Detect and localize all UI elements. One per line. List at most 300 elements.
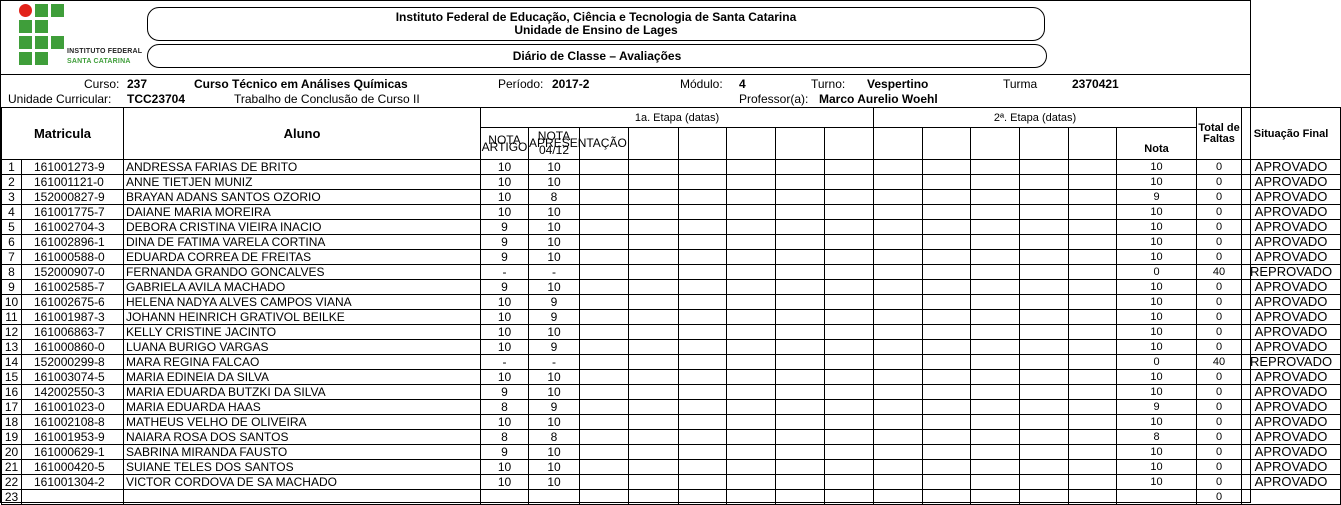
empty-cell [923,235,971,250]
logo-square [35,36,48,49]
empty-cell [1020,295,1069,310]
empty-cell [923,175,971,190]
nota-artigo-cell: 10 [481,460,529,475]
professor-name: Marco Aurelio Woehl [819,92,938,106]
row-number-cell: 1 [2,160,22,175]
empty-cell [629,355,679,370]
empty-cell [580,385,629,400]
modulo-value: 4 [739,77,746,91]
faltas-cell: 0 [1197,460,1242,475]
faltas-cell: 0 [1197,490,1242,505]
empty-cell [629,190,679,205]
nota-cell: 10 [1117,340,1197,355]
aluno-cell: ANNE TIETJEN MUNIZ [124,175,481,190]
empty-cell [727,220,776,235]
aluno-cell: SABRINA MIRANDA FAUSTO [124,445,481,460]
empty-cell [971,250,1020,265]
institute-logo [19,4,69,72]
nota-artigo-cell: 10 [481,475,529,490]
empty-cell [971,310,1020,325]
empty-cell [727,370,776,385]
empty-cell [776,415,825,430]
table-row [2,400,1341,415]
empty-cell [825,460,874,475]
matricula-cell: 161000420-5 [22,460,124,475]
nota-apresentacao-cell: 10 [529,220,580,235]
empty-cell [727,385,776,400]
table-row [2,355,1341,370]
nota-artigo-cell: 9 [481,250,529,265]
empty-cell [874,340,923,355]
matricula-cell: 161002108-8 [22,415,124,430]
nota-apresentacao-cell: 10 [529,370,580,385]
nota-artigo-cell: 9 [481,235,529,250]
empty-cell [629,340,679,355]
empty-cell [1020,250,1069,265]
empty-cell [679,175,727,190]
matricula-cell: 161000860-0 [22,340,124,355]
table-row [2,295,1341,310]
table-row [2,460,1341,475]
row-number-cell: 6 [2,235,22,250]
nota-apresentacao-cell: 9 [529,310,580,325]
empty-cell [629,220,679,235]
table-row [2,175,1341,190]
empty-cell [727,190,776,205]
aluno-cell: DINA DE FATIMA VARELA CORTINA [124,235,481,250]
empty-cell [776,460,825,475]
empty-cell [580,175,629,190]
aluno-cell: FERNANDA GRANDO GONCALVES [124,265,481,280]
empty-cell [580,400,629,415]
empty-cell [1069,355,1117,370]
nota-apresentacao-cell: - [529,265,580,280]
empty-cell [580,340,629,355]
situacao-cell [1242,490,1341,505]
empty-cell [1069,490,1117,505]
empty-cell [1069,415,1117,430]
empty-cell [1069,370,1117,385]
empty-cell [776,235,825,250]
empty-cell [874,475,923,490]
empty-cell [1069,325,1117,340]
empty-cell [923,415,971,430]
nota-cell: 10 [1117,205,1197,220]
aluno-cell: DEBORA CRISTINA VIEIRA INACIO [124,220,481,235]
empty-cell [923,325,971,340]
document-title: Diário de Classe – Avaliações [512,49,682,63]
empty-cell [629,160,679,175]
aluno-cell: ANDRESSA FARIAS DE BRITO [124,160,481,175]
row-number-cell: 7 [2,250,22,265]
empty-cell [971,160,1020,175]
empty-cell [776,355,825,370]
faltas-cell: 0 [1197,205,1242,220]
empty-cell [1069,220,1117,235]
faltas-cell: 40 [1197,355,1242,370]
empty-cell [1020,310,1069,325]
faltas-cell: 0 [1197,220,1242,235]
empty-cell [874,250,923,265]
matricula-cell: 161001273-9 [22,160,124,175]
empty-cell [923,430,971,445]
faltas-cell: 0 [1197,175,1242,190]
empty-cell [727,460,776,475]
nota-artigo-cell: 8 [481,400,529,415]
row-number-cell: 3 [2,190,22,205]
empty-cell [923,220,971,235]
logo-text-state: SANTA CATARINA [67,58,131,65]
situacao-cell: APROVADO [1242,430,1341,445]
nota-artigo-cell: 10 [481,190,529,205]
empty-cell [1020,355,1069,370]
empty-cell [727,205,776,220]
empty-cell [1069,235,1117,250]
nota-apresentacao-header: NOTA APRESENTAÇÃO 04/12 [529,128,580,160]
empty-cell [1069,400,1117,415]
nota-cell: 10 [1117,415,1197,430]
empty-cell [580,445,629,460]
empty-cell [629,385,679,400]
faltas-cell: 0 [1197,190,1242,205]
row-number-cell: 22 [2,475,22,490]
empty-cell [923,475,971,490]
empty-cell [727,235,776,250]
turma-label: Turma [1003,77,1038,91]
empty-cell [580,265,629,280]
empty-cell [1069,445,1117,460]
matricula-cell: 161002704-3 [22,220,124,235]
situacao-cell: APROVADO [1242,445,1341,460]
empty-cell [776,340,825,355]
faltas-cell: 0 [1197,280,1242,295]
empty-cell [971,475,1020,490]
empty-cell [1020,175,1069,190]
empty-cell [679,415,727,430]
nota-cell: 10 [1117,370,1197,385]
empty-cell [1069,385,1117,400]
empty-cell [1069,205,1117,220]
periodo-label: Período: [498,77,544,91]
nota-apresentacao-cell: 10 [529,250,580,265]
empty-cell [629,250,679,265]
empty-cell [923,280,971,295]
empty-cell [923,400,971,415]
empty-cell [825,280,874,295]
empty-cell [580,355,629,370]
table-row [2,475,1341,490]
matricula-cell: 161006863-7 [22,325,124,340]
empty-cell [679,340,727,355]
empty-cell [1020,475,1069,490]
empty-cell [874,490,923,505]
empty-cell [874,160,923,175]
empty-cell [1020,325,1069,340]
matricula-cell: 161001775-7 [22,205,124,220]
empty-cell [971,295,1020,310]
modulo-label: Módulo: [680,77,723,91]
situacao-cell: APROVADO [1242,280,1341,295]
grades-table [1,107,1341,505]
empty-cell [874,280,923,295]
aluno-cell: KELLY CRISTINE JACINTO [124,325,481,340]
empty-cell [1069,295,1117,310]
empty-cell [1069,280,1117,295]
institution-name: Instituto Federal de Educação, Ciência e Tecnologia de Santa Catarina [395,10,797,24]
empty-cell [1069,310,1117,325]
empty-cell [679,370,727,385]
empty-cell [923,385,971,400]
empty-cell [971,220,1020,235]
empty-cell [776,370,825,385]
nota-artigo-cell: 9 [481,280,529,295]
situacao-cell: APROVADO [1242,205,1341,220]
nota-cell: 10 [1117,220,1197,235]
empty-cell [679,490,727,505]
faltas-header: Total de Faltas [1197,108,1242,160]
logo-square [51,36,64,49]
situacao-cell: APROVADO [1242,340,1341,355]
row-number-cell: 16 [2,385,22,400]
unidade-name: Trabalho de Conclusão de Curso II [234,92,420,106]
empty-cell [825,355,874,370]
logo-square [35,20,48,33]
empty-cell [923,265,971,280]
empty-cell [580,325,629,340]
empty-cell [679,205,727,220]
empty-cell [776,265,825,280]
empty-cell [580,370,629,385]
empty-cell [874,175,923,190]
nota-cell: 8 [1117,430,1197,445]
logo-square [35,4,48,17]
situacao-cell: APROVADO [1242,190,1341,205]
nota-cell: 10 [1117,160,1197,175]
empty-cell [679,310,727,325]
empty-cell [923,490,971,505]
nota-artigo-cell: 10 [481,310,529,325]
nota-apresentacao-cell: 9 [529,340,580,355]
empty-cell [971,205,1020,220]
empty-cell [580,205,629,220]
nota-artigo-cell: 10 [481,175,529,190]
empty-cell [971,400,1020,415]
row-number-cell: 5 [2,220,22,235]
campus-name: Unidade de Ensino de Lages [514,23,678,37]
row-number-cell: 9 [2,280,22,295]
empty-cell [580,475,629,490]
empty-cell [727,400,776,415]
empty-cell [629,175,679,190]
empty-cell [923,190,971,205]
aluno-cell: MARIA EDUARDA BUTZKI DA SILVA [124,385,481,400]
logo-square [19,52,32,65]
empty-cell [825,430,874,445]
empty-cell [825,400,874,415]
empty-cell [923,250,971,265]
row-number-cell: 11 [2,310,22,325]
empty-cell [1020,205,1069,220]
empty-cell [971,325,1020,340]
empty-cell [776,220,825,235]
table-row [2,325,1341,340]
row-number-cell: 15 [2,370,22,385]
empty-cell [679,355,727,370]
turno-label: Turno: [811,77,846,91]
empty-cell [776,400,825,415]
empty-cell [1020,235,1069,250]
matricula-cell: 161001987-3 [22,310,124,325]
row-number-cell: 12 [2,325,22,340]
empty-cell [580,310,629,325]
empty-cell [825,445,874,460]
nota-apresentacao-cell: 10 [529,280,580,295]
matricula-cell: 161001023-0 [22,400,124,415]
table-row [2,370,1341,385]
empty-cell [776,205,825,220]
faltas-cell: 0 [1197,295,1242,310]
empty-cell [629,280,679,295]
empty-cell [1020,190,1069,205]
empty-cell [874,220,923,235]
row-number-cell: 8 [2,265,22,280]
row-number-cell: 10 [2,295,22,310]
nota-cell: 10 [1117,310,1197,325]
table-row [2,340,1341,355]
nota-apresentacao-cell: 10 [529,160,580,175]
empty-cell [776,445,825,460]
nota-artigo-header: NOTA ARTIGO [481,128,529,160]
table-row [2,220,1341,235]
matricula-cell: 161000629-1 [22,445,124,460]
empty-cell [776,475,825,490]
header-divider [1,74,1250,75]
empty-cell [580,280,629,295]
empty-cell [825,250,874,265]
empty-cell [874,190,923,205]
empty-cell [971,265,1020,280]
nota-apresentacao-cell: 10 [529,445,580,460]
nota-apresentacao-cell: 8 [529,430,580,445]
table-row [2,190,1341,205]
nota-apresentacao-cell: 9 [529,295,580,310]
empty-cell [776,385,825,400]
empty-cell [874,265,923,280]
faltas-cell: 0 [1197,385,1242,400]
empty-cell [776,280,825,295]
nota-artigo-cell: 10 [481,295,529,310]
aluno-cell [124,490,481,505]
empty-cell [580,415,629,430]
empty-cell [629,445,679,460]
aluno-cell: GABRIELA AVILA MACHADO [124,280,481,295]
empty-cell [923,355,971,370]
empty-cell [679,400,727,415]
nota-apresentacao-cell: 10 [529,385,580,400]
situacao-header: Situação Final [1242,108,1341,160]
curso-label: Curso: [84,77,120,91]
faltas-cell: 0 [1197,160,1242,175]
nota-artigo-cell: 9 [481,220,529,235]
empty-cell [679,430,727,445]
empty-cell [1020,460,1069,475]
empty-cell [679,190,727,205]
situacao-cell: REPROVADO [1242,265,1341,280]
empty-cell [580,295,629,310]
table-row [2,205,1341,220]
row-number-cell: 4 [2,205,22,220]
nota-cell: 0 [1117,265,1197,280]
logo-red-dot [19,4,32,17]
empty-cell [874,445,923,460]
logo-square [19,20,32,33]
situacao-cell: APROVADO [1242,325,1341,340]
empty-cell [776,250,825,265]
empty-cell [1069,475,1117,490]
matricula-cell: 161002675-6 [22,295,124,310]
matricula-cell: 161001304-2 [22,475,124,490]
empty-cell [874,370,923,385]
empty-cell [971,175,1020,190]
nota-apresentacao-cell: 10 [529,460,580,475]
empty-cell [580,460,629,475]
situacao-cell: APROVADO [1242,295,1341,310]
faltas-cell: 0 [1197,325,1242,340]
empty-cell [727,415,776,430]
matricula-header: Matricula [2,108,124,160]
empty-cell [874,295,923,310]
situacao-cell: APROVADO [1242,250,1341,265]
empty-cell [971,430,1020,445]
situacao-cell: APROVADO [1242,460,1341,475]
nota-cell: 0 [1117,355,1197,370]
empty-cell [1020,430,1069,445]
empty-cell [1069,160,1117,175]
situacao-cell: APROVADO [1242,235,1341,250]
row-number-cell: 2 [2,175,22,190]
aluno-cell: EDUARDA CORREA DE FREITAS [124,250,481,265]
empty-cell [727,355,776,370]
empty-cell [874,415,923,430]
curso-name: Curso Técnico em Análises Químicas [194,77,408,91]
aluno-cell: HELENA NADYA ALVES CAMPOS VIANA [124,295,481,310]
row-number-cell: 14 [2,355,22,370]
nota-cell [1117,490,1197,505]
nota-apresentacao-cell: 10 [529,175,580,190]
empty-cell [971,190,1020,205]
matricula-cell [22,490,124,505]
nota-artigo-cell: 10 [481,205,529,220]
empty-cell [971,235,1020,250]
empty-cell [629,460,679,475]
nota-cell: 10 [1117,295,1197,310]
table-row [2,430,1341,445]
empty-cell [629,265,679,280]
nota-apresentacao-cell: 10 [529,205,580,220]
empty-cell [776,295,825,310]
aluno-cell: SUIANE TELES DOS SANTOS [124,460,481,475]
empty-cell [679,250,727,265]
empty-cell [580,235,629,250]
nota-apresentacao-cell: 10 [529,235,580,250]
empty-cell [825,265,874,280]
empty-cell [727,475,776,490]
situacao-cell: APROVADO [1242,415,1341,430]
empty-cell [825,325,874,340]
matricula-cell: 161002585-7 [22,280,124,295]
situacao-cell: APROVADO [1242,310,1341,325]
nota-artigo-cell: - [481,355,529,370]
